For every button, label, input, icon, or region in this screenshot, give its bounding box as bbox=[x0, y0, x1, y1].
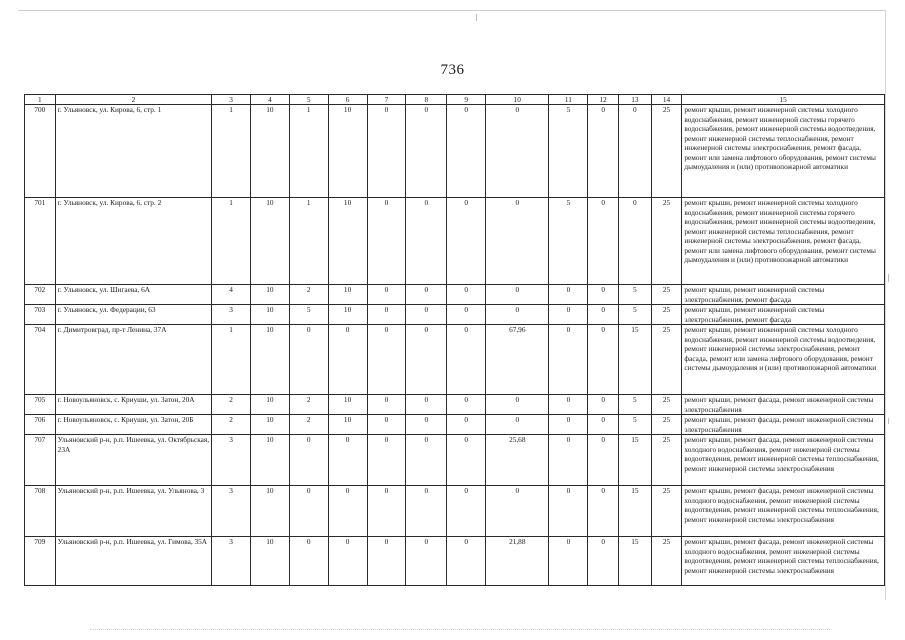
value-cell: 5 bbox=[618, 395, 651, 415]
table-row bbox=[25, 198, 885, 285]
value-cell: 0 bbox=[367, 105, 406, 198]
row-number: 709 bbox=[25, 537, 56, 586]
value-cell: 25 bbox=[651, 325, 682, 395]
address-cell: г. Новоульяновск, с. Криуши, ул. Затон, 20Б bbox=[55, 415, 211, 435]
value-cell: 0 bbox=[588, 305, 619, 325]
value-cell: 0 bbox=[367, 435, 406, 486]
value-cell: 10 bbox=[250, 486, 289, 537]
value-cell: 0 bbox=[549, 395, 588, 415]
value-cell: 0 bbox=[486, 285, 549, 305]
column-header: 14 bbox=[651, 95, 682, 105]
value-cell: 25 bbox=[651, 537, 682, 586]
value-cell: 25 bbox=[651, 486, 682, 537]
value-cell: 0 bbox=[406, 198, 447, 285]
table-row bbox=[25, 537, 885, 586]
value-cell: 0 bbox=[447, 486, 486, 537]
value-cell: 0 bbox=[289, 325, 328, 395]
value-cell: 1 bbox=[212, 105, 251, 198]
scan-frame-right bbox=[885, 10, 886, 600]
table-row bbox=[25, 305, 885, 325]
works-cell: ремонт крыши, ремонт фасада, ремонт инженерной системы электроснабжения bbox=[682, 415, 885, 435]
value-cell: 10 bbox=[328, 198, 367, 285]
works-cell: ремонт крыши, ремонт фасада, ремонт инженерной системы холодного водоснабжения, ремонт инженерной системы водоотведения, ремонт инженерной системы теплоснабжения, ремонт инженерной системы электроснабжения bbox=[682, 435, 885, 486]
page-number: 736 bbox=[440, 62, 465, 78]
value-cell: 0 bbox=[549, 415, 588, 435]
value-cell: 0 bbox=[549, 537, 588, 586]
value-cell: 0 bbox=[406, 415, 447, 435]
value-cell: 0 bbox=[406, 105, 447, 198]
column-header: 7 bbox=[367, 95, 406, 105]
value-cell: 0 bbox=[588, 537, 619, 586]
column-header: 3 bbox=[212, 95, 251, 105]
value-cell: 0 bbox=[447, 105, 486, 198]
scan-mark bbox=[888, 274, 889, 282]
value-cell: 2 bbox=[212, 415, 251, 435]
value-cell: 0 bbox=[588, 395, 619, 415]
value-cell: 21,88 bbox=[486, 537, 549, 586]
value-cell: 25 bbox=[651, 105, 682, 198]
value-cell: 2 bbox=[289, 395, 328, 415]
value-cell: 0 bbox=[447, 415, 486, 435]
value-cell: 0 bbox=[447, 285, 486, 305]
value-cell: 3 bbox=[212, 305, 251, 325]
table-row bbox=[25, 325, 885, 395]
table-row bbox=[25, 395, 885, 415]
value-cell: 0 bbox=[328, 486, 367, 537]
value-cell: 25 bbox=[651, 435, 682, 486]
column-header: 12 bbox=[588, 95, 619, 105]
works-cell: ремонт крыши, ремонт инженерной системы электроснабжения, ремонт фасада bbox=[682, 285, 885, 305]
value-cell: 0 bbox=[588, 285, 619, 305]
value-cell: 0 bbox=[406, 305, 447, 325]
value-cell: 2 bbox=[289, 415, 328, 435]
row-number: 707 bbox=[25, 435, 56, 486]
address-cell: г. Новоульяновск, с. Криуши, ул. Затон, 20А bbox=[55, 395, 211, 415]
value-cell: 0 bbox=[406, 537, 447, 586]
value-cell: 0 bbox=[367, 325, 406, 395]
works-cell: ремонт крыши, ремонт фасада, ремонт инженерной системы электроснабжения bbox=[682, 395, 885, 415]
address-cell: г. Ульяновск, ул. Шигаева, 6А bbox=[55, 285, 211, 305]
value-cell: 0 bbox=[367, 537, 406, 586]
column-header: 1 bbox=[25, 95, 56, 105]
address-cell: г. Ульяновск, ул. Кирова, 6, стр. 1 bbox=[55, 105, 211, 198]
value-cell: 0 bbox=[486, 486, 549, 537]
value-cell: 10 bbox=[328, 305, 367, 325]
column-header: 11 bbox=[549, 95, 588, 105]
value-cell: 0 bbox=[367, 285, 406, 305]
value-cell: 5 bbox=[549, 198, 588, 285]
value-cell: 0 bbox=[447, 537, 486, 586]
value-cell: 0 bbox=[588, 415, 619, 435]
value-cell: 1 bbox=[212, 325, 251, 395]
value-cell: 5 bbox=[618, 285, 651, 305]
table-row bbox=[25, 486, 885, 537]
value-cell: 25 bbox=[651, 395, 682, 415]
value-cell: 0 bbox=[588, 105, 619, 198]
table-row bbox=[25, 435, 885, 486]
value-cell: 0 bbox=[406, 486, 447, 537]
works-cell: ремонт крыши, ремонт инженерной системы электроснабжения, ремонт фасада bbox=[682, 305, 885, 325]
value-cell: 25,68 bbox=[486, 435, 549, 486]
scan-mark bbox=[888, 418, 889, 424]
value-cell: 3 bbox=[212, 486, 251, 537]
value-cell: 10 bbox=[250, 537, 289, 586]
column-header: 13 bbox=[618, 95, 651, 105]
value-cell: 0 bbox=[588, 435, 619, 486]
value-cell: 0 bbox=[618, 198, 651, 285]
value-cell: 3 bbox=[212, 537, 251, 586]
value-cell: 1 bbox=[212, 198, 251, 285]
row-number: 704 bbox=[25, 325, 56, 395]
address-cell: Ульяновский р-н, р.п. Ишеевка, ул. Ульянова, 3 bbox=[55, 486, 211, 537]
value-cell: 10 bbox=[328, 105, 367, 198]
column-header: 2 bbox=[55, 95, 211, 105]
value-cell: 0 bbox=[289, 486, 328, 537]
value-cell: 0 bbox=[447, 198, 486, 285]
row-number: 703 bbox=[25, 305, 56, 325]
column-header: 10 bbox=[486, 95, 549, 105]
address-cell: г. Димитровград, пр-т Ленина, 37А bbox=[55, 325, 211, 395]
value-cell: 0 bbox=[486, 415, 549, 435]
address-cell: г. Ульяновск, ул. Кирова, 6, стр. 2 bbox=[55, 198, 211, 285]
address-cell: г. Ульяновск, ул. Федерации, 63 bbox=[55, 305, 211, 325]
value-cell: 67,96 bbox=[486, 325, 549, 395]
value-cell: 15 bbox=[618, 325, 651, 395]
value-cell: 10 bbox=[250, 285, 289, 305]
works-cell: ремонт крыши, ремонт фасада, ремонт инженерной системы холодного водоснабжения, ремонт инженерной системы водоотведения, ремонт инженерной системы теплоснабжения, ремонт инженерной системы электроснабжения bbox=[682, 537, 885, 586]
value-cell: 0 bbox=[447, 305, 486, 325]
value-cell: 0 bbox=[406, 395, 447, 415]
value-cell: 1 bbox=[289, 198, 328, 285]
value-cell: 15 bbox=[618, 537, 651, 586]
value-cell: 5 bbox=[289, 305, 328, 325]
value-cell: 0 bbox=[406, 435, 447, 486]
value-cell: 10 bbox=[250, 395, 289, 415]
value-cell: 5 bbox=[618, 415, 651, 435]
value-cell: 0 bbox=[447, 435, 486, 486]
value-cell: 0 bbox=[486, 198, 549, 285]
value-cell: 0 bbox=[406, 325, 447, 395]
value-cell: 0 bbox=[486, 105, 549, 198]
row-number: 706 bbox=[25, 415, 56, 435]
repair-schedule-table bbox=[24, 94, 885, 586]
value-cell: 25 bbox=[651, 198, 682, 285]
value-cell: 0 bbox=[367, 415, 406, 435]
row-number: 700 bbox=[25, 105, 56, 198]
value-cell: 10 bbox=[250, 105, 289, 198]
value-cell: 0 bbox=[486, 305, 549, 325]
value-cell: 25 bbox=[651, 285, 682, 305]
value-cell: 0 bbox=[549, 435, 588, 486]
value-cell: 0 bbox=[549, 285, 588, 305]
value-cell: 10 bbox=[328, 285, 367, 305]
value-cell: 3 bbox=[212, 435, 251, 486]
value-cell: 0 bbox=[588, 325, 619, 395]
value-cell: 10 bbox=[250, 435, 289, 486]
value-cell: 0 bbox=[549, 486, 588, 537]
row-number: 702 bbox=[25, 285, 56, 305]
scan-frame-top bbox=[18, 10, 885, 11]
value-cell: 0 bbox=[549, 325, 588, 395]
value-cell: 2 bbox=[212, 395, 251, 415]
table-header-row bbox=[25, 95, 885, 105]
value-cell: 0 bbox=[618, 105, 651, 198]
value-cell: 0 bbox=[447, 325, 486, 395]
value-cell: 25 bbox=[651, 305, 682, 325]
table-row bbox=[25, 415, 885, 435]
address-cell: Ульяновский р-н, р.п. Ишеевка, ул. Октябрьская, 23А bbox=[55, 435, 211, 486]
value-cell: 1 bbox=[289, 105, 328, 198]
scan-bottom-line bbox=[90, 629, 830, 630]
column-header: 5 bbox=[289, 95, 328, 105]
value-cell: 5 bbox=[618, 305, 651, 325]
value-cell: 0 bbox=[367, 486, 406, 537]
value-cell: 10 bbox=[250, 325, 289, 395]
works-cell: ремонт крыши, ремонт инженерной системы холодного водоснабжения, ремонт инженерной системы горячего водоснабжения, ремонт инженерной системы водоотведения, ремонт инженерной системы теплоснабжения, ремонт инженерной системы электроснабжения, ремонт фасада, ремонт или замена лифтового оборудования, ремонт системы дымоудаления и (или) противопожарной автоматики bbox=[682, 105, 885, 198]
value-cell: 0 bbox=[367, 305, 406, 325]
value-cell: 0 bbox=[588, 198, 619, 285]
value-cell: 10 bbox=[250, 198, 289, 285]
value-cell: 0 bbox=[289, 537, 328, 586]
table-row bbox=[25, 285, 885, 305]
value-cell: 4 bbox=[212, 285, 251, 305]
table-row bbox=[25, 105, 885, 198]
value-cell: 0 bbox=[289, 435, 328, 486]
address-cell: Ульяновский р-н, р.п. Ишеевка, ул. Гимова, 35А bbox=[55, 537, 211, 586]
column-header: 4 bbox=[250, 95, 289, 105]
column-header: 9 bbox=[447, 95, 486, 105]
row-number: 705 bbox=[25, 395, 56, 415]
scan-mark bbox=[476, 14, 477, 21]
column-header: 6 bbox=[328, 95, 367, 105]
value-cell: 0 bbox=[328, 435, 367, 486]
works-cell: ремонт крыши, ремонт фасада, ремонт инженерной системы холодного водоснабжения, ремонт инженерной системы водоотведения, ремонт инженерной системы теплоснабжения, ремонт инженерной системы электроснабжения bbox=[682, 486, 885, 537]
value-cell: 15 bbox=[618, 435, 651, 486]
value-cell: 15 bbox=[618, 486, 651, 537]
value-cell: 10 bbox=[328, 415, 367, 435]
works-cell: ремонт крыши, ремонт инженерной системы холодного водоснабжения, ремонт инженерной системы горячего водоснабжения, ремонт инженерной системы водоотведения, ремонт инженерной системы теплоснабжения, ремонт инженерной системы электроснабжения, ремонт фасада, ремонт или замена лифтового оборудования, ремонт системы дымоудаления и (или) противопожарной автоматики bbox=[682, 198, 885, 285]
value-cell: 0 bbox=[406, 285, 447, 305]
value-cell: 10 bbox=[250, 305, 289, 325]
value-cell: 0 bbox=[367, 395, 406, 415]
value-cell: 0 bbox=[447, 395, 486, 415]
value-cell: 0 bbox=[549, 305, 588, 325]
value-cell: 0 bbox=[367, 198, 406, 285]
value-cell: 0 bbox=[328, 325, 367, 395]
value-cell: 0 bbox=[486, 395, 549, 415]
works-cell: ремонт крыши, ремонт инженерной системы холодного водоснабжения, ремонт инженерной системы водоотведения, ремонт инженерной системы электроснабжения, ремонт фасада, ремонт или замена лифтового оборудования, ремонт системы дымоудаления и (или) противопожарной автоматики bbox=[682, 325, 885, 395]
value-cell: 5 bbox=[549, 105, 588, 198]
column-header: 15 bbox=[682, 95, 885, 105]
value-cell: 10 bbox=[328, 395, 367, 415]
value-cell: 0 bbox=[328, 537, 367, 586]
value-cell: 0 bbox=[588, 486, 619, 537]
row-number: 708 bbox=[25, 486, 56, 537]
value-cell: 25 bbox=[651, 415, 682, 435]
column-header: 8 bbox=[406, 95, 447, 105]
value-cell: 10 bbox=[250, 415, 289, 435]
value-cell: 2 bbox=[289, 285, 328, 305]
row-number: 701 bbox=[25, 198, 56, 285]
